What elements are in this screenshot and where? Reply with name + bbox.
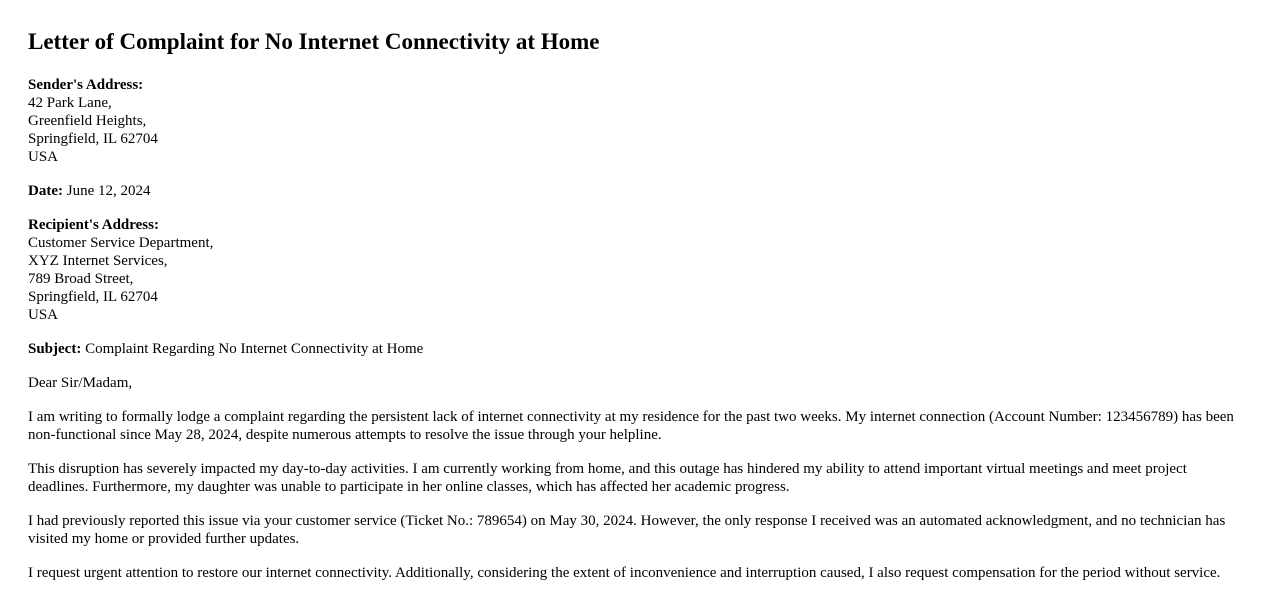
sender-address-line: Greenfield Heights, <box>28 113 147 129</box>
body-paragraph: This disruption has severely impacted my day-to-day activities. I am currently working from home, and this outage has hindered my ability to attend important virtual meetings and meet project deadlines. Furthermore, my daughter was unable to participate in her online classes, which has affected her academic progress. <box>28 461 1187 495</box>
recipient-address-line: XYZ Internet Services, <box>28 253 168 269</box>
letter-title: Letter of Complaint for No Internet Connectivity at Home <box>28 29 600 54</box>
body-paragraph: I request urgent attention to restore our internet connectivity. Additionally, considering the extent of inconvenience and interruption caused, I also request compensation for the period without service. <box>28 565 1221 581</box>
subject-value: Complaint Regarding No Internet Connectivity at Home <box>85 341 424 357</box>
subject-block <box>28 340 1250 358</box>
recipient-address-label: Recipient's Address: <box>28 217 159 233</box>
recipient-address-line: 789 Broad Street, <box>28 271 134 287</box>
sender-address-block <box>28 76 1250 166</box>
recipient-address-line: USA <box>28 307 59 323</box>
body-paragraph: I am writing to formally lodge a complaint regarding the persistent lack of internet connectivity at my residence for the past two weeks. My internet connection (Account Number: 123456789) has been non-functional since May 28, 2024, despite numerous attempts to resolve the issue through your helpline. <box>28 409 1234 443</box>
recipient-address-line: Customer Service Department, <box>28 235 214 251</box>
sender-address-line: USA <box>28 149 59 165</box>
sender-address-line: 42 Park Lane, <box>28 95 112 111</box>
sender-address-label: Sender's Address: <box>28 77 144 93</box>
date-label: Date: <box>28 183 63 199</box>
body-paragraph: I had previously reported this issue via your customer service (Ticket No.: 789654) on May 30, 2024. However, the only response I received was an automated acknowledgment, and no technician has visited my home or provided further updates. <box>28 513 1226 547</box>
recipient-address-block <box>28 216 1250 324</box>
date-block <box>28 182 1250 200</box>
subject-label: Subject: <box>28 341 82 357</box>
date-value: June 12, 2024 <box>66 183 151 199</box>
sender-address-line: Springfield, IL 62704 <box>28 131 158 147</box>
recipient-address-line: Springfield, IL 62704 <box>28 289 158 305</box>
salutation: Dear Sir/Madam, <box>28 375 133 391</box>
